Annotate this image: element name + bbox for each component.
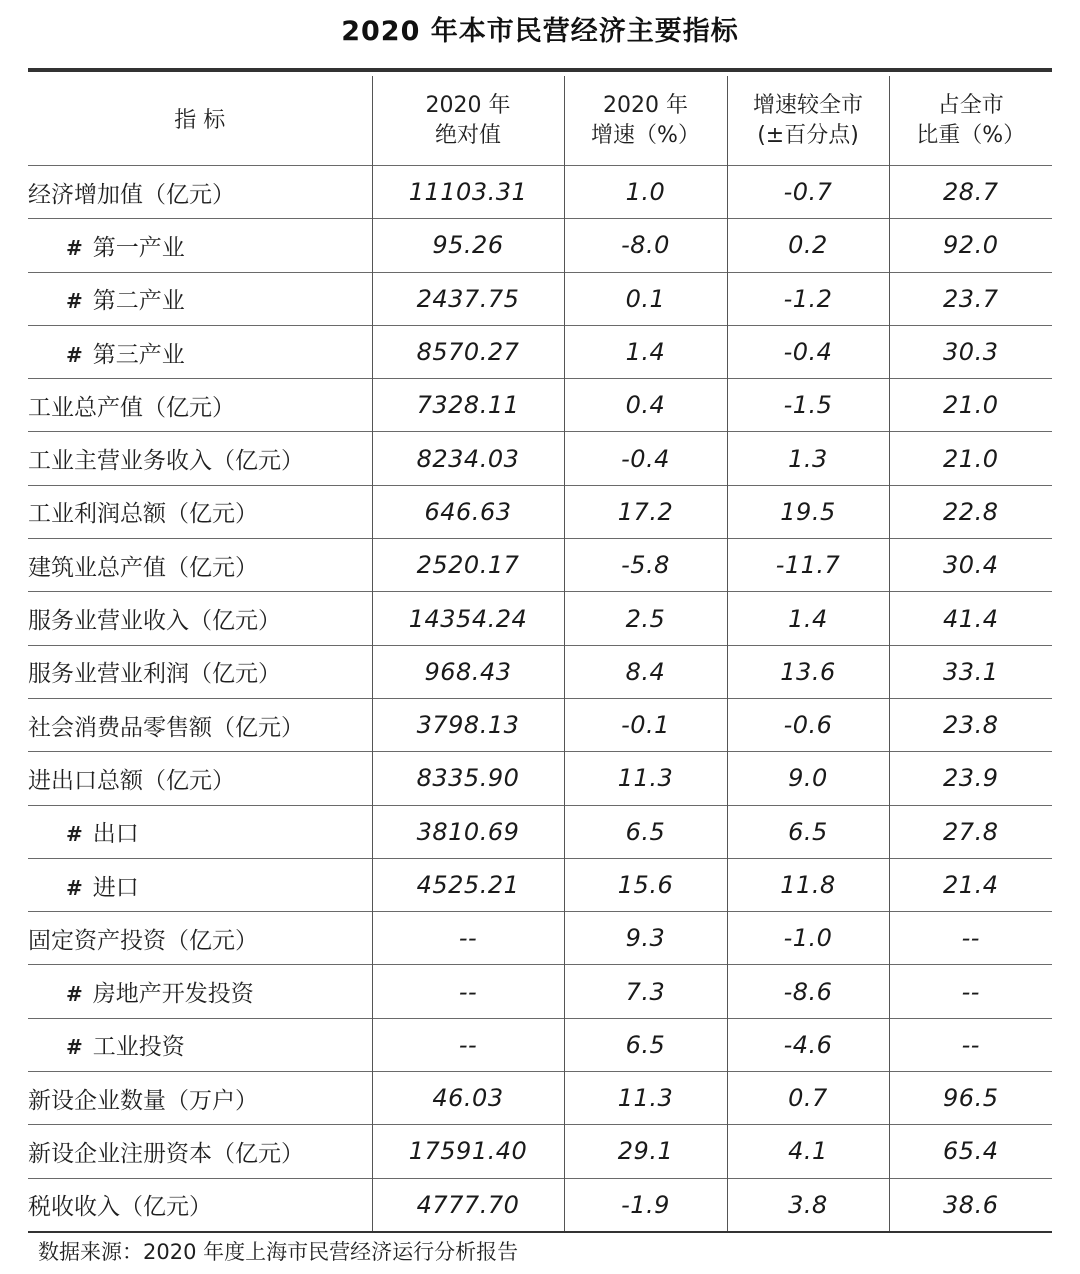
growth-vs-city-cell: 4.1 — [727, 1125, 889, 1178]
indicator-name: 工业利润总额（亿元） — [28, 501, 258, 528]
indicator-name-cell — [28, 1072, 372, 1125]
absolute-value-cell: 8570.27 — [372, 325, 564, 378]
growth-vs-city-cell: -1.0 — [727, 912, 889, 965]
growth-rate-cell: 1.0 — [564, 166, 727, 219]
growth-vs-city-cell: -0.7 — [727, 166, 889, 219]
table-row — [28, 645, 1052, 698]
growth-rate-cell: -0.4 — [564, 432, 727, 485]
absolute-value-cell: 3798.13 — [372, 698, 564, 751]
table-row — [28, 592, 1052, 645]
indicator-name: 新设企业注册资本（亿元） — [28, 1140, 304, 1167]
absolute-value-cell: 2437.75 — [372, 272, 564, 325]
table-top-rule — [28, 68, 1052, 72]
absolute-value-cell: 646.63 — [372, 485, 564, 538]
growth-rate-cell: 8.4 — [564, 645, 727, 698]
growth-rate-cell: 11.3 — [564, 752, 727, 805]
indicator-name-cell — [28, 592, 372, 645]
growth-vs-city-cell: -8.6 — [727, 965, 889, 1018]
indicator-name: 第三产业 — [92, 341, 185, 368]
indicator-name-cell — [28, 858, 372, 911]
growth-rate-cell: 6.5 — [564, 1018, 727, 1071]
growth-vs-city-cell: 1.4 — [727, 592, 889, 645]
growth-rate-cell: 15.6 — [564, 858, 727, 911]
indicator-table-container — [28, 68, 1052, 1233]
table-row — [28, 219, 1052, 272]
city-share-cell: 23.9 — [889, 752, 1052, 805]
city-share-cell: 30.4 — [889, 539, 1052, 592]
table-row — [28, 858, 1052, 911]
table-row — [28, 1018, 1052, 1071]
growth-rate-cell: 6.5 — [564, 805, 727, 858]
absolute-value-cell: -- — [372, 1018, 564, 1071]
indicator-name: 新设企业数量（万户） — [28, 1087, 258, 1114]
indicator-name: 出口 — [92, 821, 139, 848]
growth-rate-cell: -5.8 — [564, 539, 727, 592]
absolute-value-cell: 14354.24 — [372, 592, 564, 645]
absolute-value-cell: 8234.03 — [372, 432, 564, 485]
indicator-name-cell — [28, 272, 372, 325]
city-share-cell: 28.7 — [889, 166, 1052, 219]
table-row — [28, 1072, 1052, 1125]
table-row — [28, 272, 1052, 325]
data-source-note: 数据来源：2020 年度上海市民营经济运行分析报告 — [38, 1240, 519, 1264]
city-share-cell: 92.0 — [889, 219, 1052, 272]
city-share-cell: -- — [889, 1018, 1052, 1071]
table-body — [28, 166, 1052, 1232]
table-header-row — [28, 76, 1052, 166]
indicator-name: 工业投资 — [92, 1034, 185, 1061]
table-row — [28, 698, 1052, 751]
growth-rate-cell: 0.1 — [564, 272, 727, 325]
absolute-value-cell: 3810.69 — [372, 805, 564, 858]
indicator-name: 建筑业总产值（亿元） — [28, 554, 258, 581]
indicator-name: 第二产业 — [92, 288, 185, 315]
subitem-hash-mark: # — [66, 342, 83, 367]
subitem-hash-mark: # — [66, 822, 83, 847]
table-row — [28, 965, 1052, 1018]
indicator-name: 服务业营业收入（亿元） — [28, 608, 281, 635]
growth-vs-city-cell: 0.7 — [727, 1072, 889, 1125]
growth-rate-cell: 1.4 — [564, 325, 727, 378]
growth-vs-city-cell: 9.0 — [727, 752, 889, 805]
absolute-value-cell: -- — [372, 912, 564, 965]
city-share-cell: -- — [889, 965, 1052, 1018]
absolute-value-cell: 4525.21 — [372, 858, 564, 911]
growth-vs-city-cell: 19.5 — [727, 485, 889, 538]
growth-rate-cell: -0.1 — [564, 698, 727, 751]
absolute-value-cell: 11103.31 — [372, 166, 564, 219]
indicator-name: 工业总产值（亿元） — [28, 394, 235, 421]
table-row — [28, 432, 1052, 485]
table-row — [28, 912, 1052, 965]
growth-vs-city-cell: -4.6 — [727, 1018, 889, 1071]
indicator-name: 进出口总额（亿元） — [28, 767, 235, 794]
page-title: 2020 年本市民营经济主要指标 — [341, 16, 739, 47]
absolute-value-cell: 7328.11 — [372, 379, 564, 432]
table-row — [28, 752, 1052, 805]
absolute-value-cell: -- — [372, 965, 564, 1018]
indicator-name: 固定资产投资（亿元） — [28, 927, 258, 954]
city-share-cell: 23.7 — [889, 272, 1052, 325]
indicator-name: 服务业营业利润（亿元） — [28, 661, 281, 688]
city-share-cell: 23.8 — [889, 698, 1052, 751]
indicator-name: 社会消费品零售额（亿元） — [28, 714, 304, 741]
city-share-cell: 21.0 — [889, 432, 1052, 485]
city-share-cell: -- — [889, 912, 1052, 965]
indicator-name-cell — [28, 379, 372, 432]
growth-rate-cell: 2.5 — [564, 592, 727, 645]
indicator-name-cell — [28, 1018, 372, 1071]
growth-rate-cell: 7.3 — [564, 965, 727, 1018]
subitem-hash-mark: # — [66, 1035, 83, 1060]
growth-rate-cell: -8.0 — [564, 219, 727, 272]
city-share-cell: 96.5 — [889, 1072, 1052, 1125]
indicator-name-cell — [28, 912, 372, 965]
header-growth-vs-city: 增速较全市 (±百分点) — [727, 76, 889, 166]
city-share-cell: 27.8 — [889, 805, 1052, 858]
indicator-name-cell — [28, 752, 372, 805]
growth-rate-cell: -1.9 — [564, 1178, 727, 1232]
indicator-name-cell — [28, 1125, 372, 1178]
growth-vs-city-cell: 1.3 — [727, 432, 889, 485]
growth-vs-city-cell: -0.4 — [727, 325, 889, 378]
header-absolute-value: 2020 年 绝对值 — [372, 76, 564, 166]
growth-rate-cell: 0.4 — [564, 379, 727, 432]
indicator-name-cell — [28, 219, 372, 272]
growth-vs-city-cell: 11.8 — [727, 858, 889, 911]
table-row — [28, 805, 1052, 858]
indicator-name-cell — [28, 805, 372, 858]
absolute-value-cell: 17591.40 — [372, 1125, 564, 1178]
growth-rate-cell: 9.3 — [564, 912, 727, 965]
table-row — [28, 539, 1052, 592]
subitem-hash-mark: # — [66, 235, 83, 260]
city-share-cell: 41.4 — [889, 592, 1052, 645]
growth-vs-city-cell: -11.7 — [727, 539, 889, 592]
header-indicator: 指 标 — [174, 107, 226, 133]
city-share-cell: 21.4 — [889, 858, 1052, 911]
table-row — [28, 1178, 1052, 1232]
city-share-cell: 33.1 — [889, 645, 1052, 698]
indicator-name-cell — [28, 166, 372, 219]
absolute-value-cell: 95.26 — [372, 219, 564, 272]
subitem-hash-mark: # — [66, 982, 83, 1007]
growth-vs-city-cell: 3.8 — [727, 1178, 889, 1232]
indicator-name-cell — [28, 1178, 372, 1232]
table-row — [28, 379, 1052, 432]
subitem-hash-mark: # — [66, 289, 83, 314]
city-share-cell: 21.0 — [889, 379, 1052, 432]
indicator-name-cell — [28, 965, 372, 1018]
indicator-name-cell — [28, 485, 372, 538]
absolute-value-cell: 968.43 — [372, 645, 564, 698]
header-city-share: 占全市 比重（%） — [889, 76, 1052, 166]
indicator-name: 税收收入（亿元） — [28, 1194, 212, 1221]
table-row — [28, 1125, 1052, 1178]
city-share-cell: 38.6 — [889, 1178, 1052, 1232]
absolute-value-cell: 8335.90 — [372, 752, 564, 805]
indicator-name: 房地产开发投资 — [92, 981, 254, 1008]
subitem-hash-mark: # — [66, 875, 83, 900]
city-share-cell: 65.4 — [889, 1125, 1052, 1178]
indicator-name-cell — [28, 432, 372, 485]
indicator-name-cell — [28, 539, 372, 592]
growth-vs-city-cell: -0.6 — [727, 698, 889, 751]
city-share-cell: 22.8 — [889, 485, 1052, 538]
table-row — [28, 325, 1052, 378]
indicator-name-cell — [28, 325, 372, 378]
city-share-cell: 30.3 — [889, 325, 1052, 378]
indicator-name-cell — [28, 698, 372, 751]
indicator-name: 进口 — [92, 874, 139, 901]
growth-vs-city-cell: -1.2 — [727, 272, 889, 325]
absolute-value-cell: 4777.70 — [372, 1178, 564, 1232]
growth-vs-city-cell: -1.5 — [727, 379, 889, 432]
table-row — [28, 485, 1052, 538]
absolute-value-cell: 2520.17 — [372, 539, 564, 592]
growth-rate-cell: 11.3 — [564, 1072, 727, 1125]
indicator-table — [28, 76, 1052, 1233]
absolute-value-cell: 46.03 — [372, 1072, 564, 1125]
growth-vs-city-cell: 6.5 — [727, 805, 889, 858]
growth-rate-cell: 17.2 — [564, 485, 727, 538]
growth-vs-city-cell: 13.6 — [727, 645, 889, 698]
header-growth-rate: 2020 年 增速（%） — [564, 76, 727, 166]
table-row — [28, 166, 1052, 219]
indicator-name: 第一产业 — [92, 234, 185, 261]
indicator-name: 经济增加值（亿元） — [28, 181, 235, 208]
indicator-name: 工业主营业务收入（亿元） — [28, 448, 304, 475]
growth-rate-cell: 29.1 — [564, 1125, 727, 1178]
growth-vs-city-cell: 0.2 — [727, 219, 889, 272]
indicator-name-cell — [28, 645, 372, 698]
